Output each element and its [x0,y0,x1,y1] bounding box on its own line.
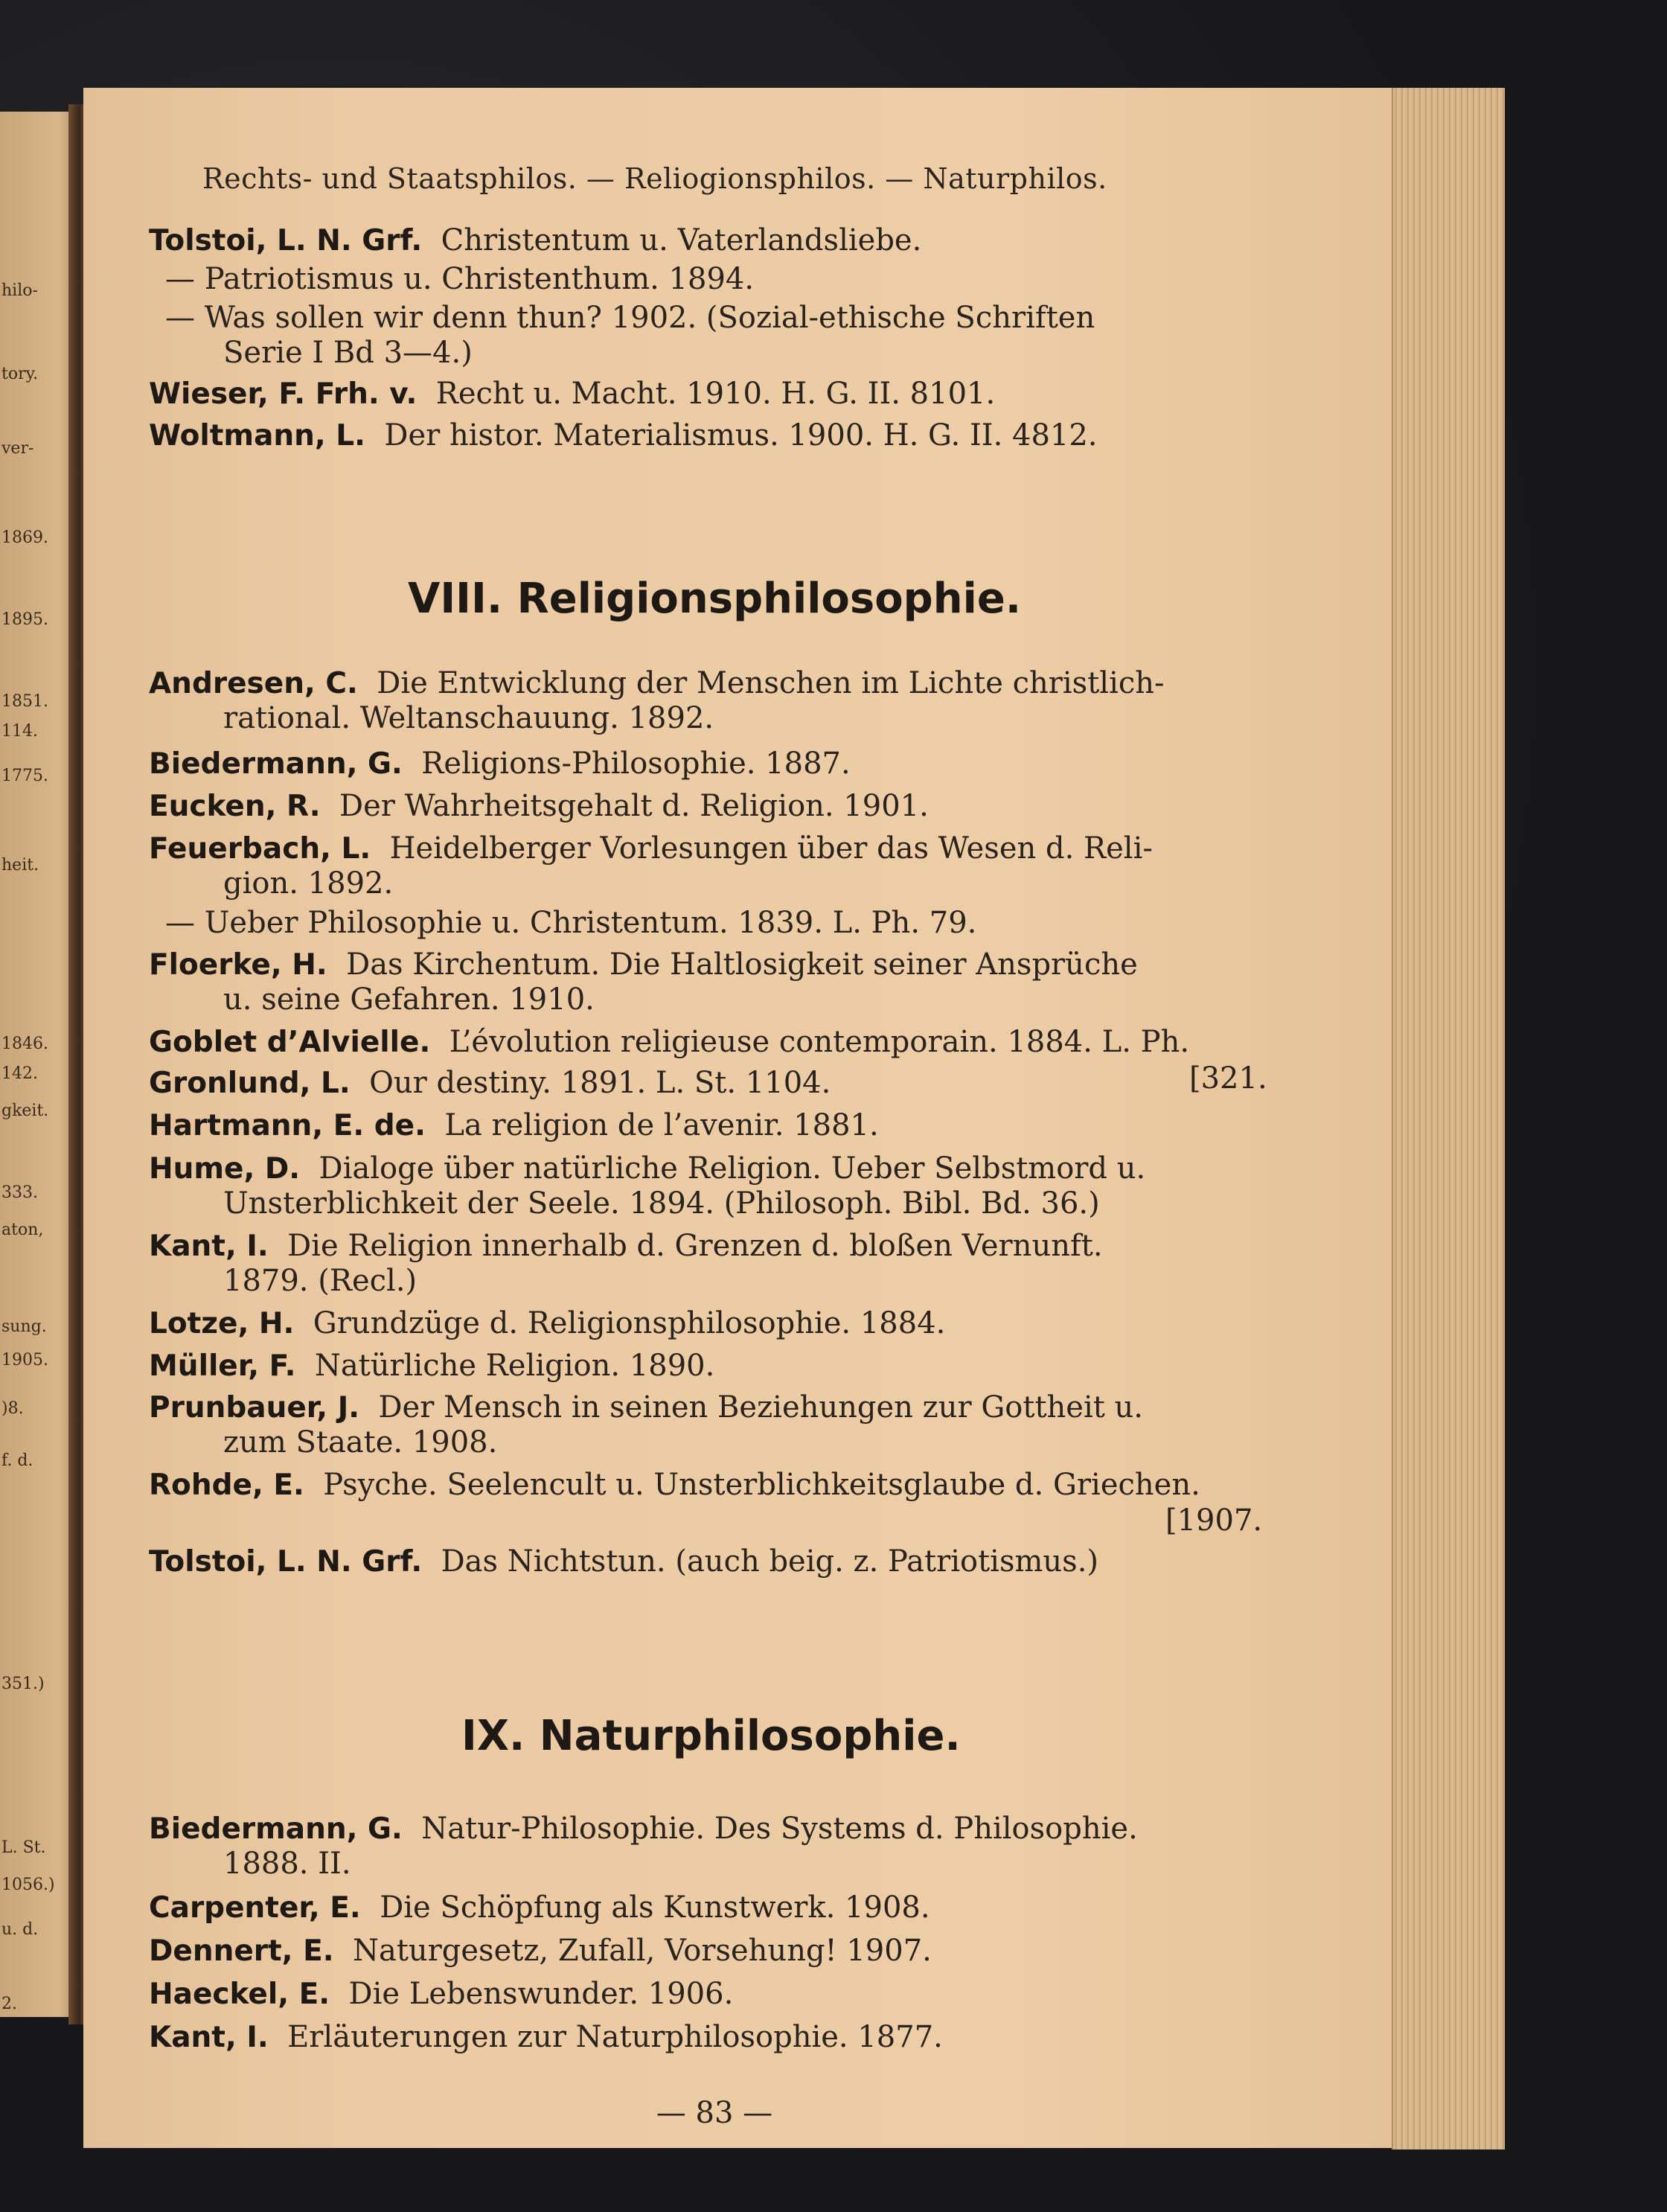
bibliography-entry [149,906,1265,941]
facing-page-fragment: 1905. [1,1351,48,1369]
entry-text: Heidelberger Vorlesungen über das Wesen d. Reli- [389,831,1153,866]
entry-continuation: rational. Weltanschauung. 1892. [223,701,714,735]
entry-author: Feuerbach, L. [149,832,371,866]
bibliography-entry [149,1349,1265,1384]
entry-text: Das Nichtstun. (auch beig. z. Patriotismus.) [441,1544,1099,1579]
ditto-dash: — [165,262,195,296]
entry-text: Ueber Philosophie u. Christentum. 1839. L. Ph. 79. [204,906,977,940]
bibliography-entry [149,666,1265,736]
bibliography-entry [149,377,1265,412]
bibliography-entry [149,1025,1265,1060]
continuation-bracket: [321. [1189,1061,1267,1096]
bibliography-entry [149,262,1265,297]
entry-text: Erläuterungen zur Naturphilosophie. 1877. [287,2020,943,2054]
entry-text: Das Kirchentum. Die Haltlosigkeit seiner Ansprüche [346,947,1138,982]
entry-text: Our destiny. 1891. L. St. 1104. [369,1066,831,1100]
bibliography-entry [149,1229,1265,1299]
entry-text: Grundzüge d. Religionsphilosophie. 1884. [313,1306,946,1340]
entry-author: Kant, I. [149,2021,269,2054]
entry-continuation: u. seine Gefahren. 1910. [223,982,595,1017]
facing-page-fragment: u. d. [1,1920,39,1939]
bibliography-entry [149,1390,1265,1460]
facing-page-fragment: sung. [1,1317,47,1336]
entry-text: Dialoge über natürliche Religion. Ueber Selbstmord u. [319,1151,1146,1186]
bibliography-entry [149,1934,1265,1969]
facing-page-fragment: )8. [1,1399,24,1418]
section-heading-viii: VIII. Religionsphilosophie. [408,575,1022,623]
entry-text: Die Schöpfung als Kunstwerk. 1908. [380,1890,930,1925]
facing-page-fragment: 1775. [1,767,48,785]
entry-continuation: gion. 1892. [223,866,394,901]
bibliography-entry [149,789,1265,824]
bibliography-entry [149,1306,1265,1341]
ditto-dash: — [165,906,195,940]
entry-author: Wieser, F. Frh. v. [149,377,417,411]
entry-author: Eucken, R. [149,790,321,823]
ditto-dash: — [165,301,195,335]
facing-page-fragment: 333. [1,1183,38,1202]
entry-author: Hume, D. [149,1152,301,1186]
facing-page-fragment: tory. [1,365,39,383]
bibliography-entry [149,831,1265,901]
entry-text: Der Wahrheitsgehalt d. Religion. 1901. [339,789,929,823]
entry-author: Prunbauer, J. [149,1391,360,1425]
facing-page-fragment: 1851. [1,692,48,711]
bibliography-entry [149,1151,1265,1221]
entry-text: Religions-Philosophie. 1887. [421,747,851,781]
facing-page-fragment: ver- [1,439,34,458]
section-heading-ix: IX. Naturphilosophie. [461,1712,961,1760]
entry-text: Der histor. Materialismus. 1900. H. G. II. 4812. [384,418,1098,453]
entry-author: Müller, F. [149,1349,296,1383]
entry-author: Hartmann, E. de. [149,1109,426,1142]
running-head: Rechts- und Staatsphilos. — Reliogionsphilos. — Naturphilos. [202,162,1107,195]
page-block-edge [1392,88,1505,2149]
facing-page-fragment: aton, [1,1221,44,1239]
entry-author: Andresen, C. [149,667,358,700]
facing-page-fragment: L. St. [1,1838,46,1857]
entry-text: Patriotismus u. Christenthum. 1894. [204,262,755,296]
bibliography-entry [149,1890,1265,1925]
bibliography-entry [149,418,1265,453]
entry-author: Biedermann, G. [149,747,403,781]
facing-page-fragment: 1869. [1,528,48,547]
entry-text: Naturgesetz, Zufall, Vorsehung! 1907. [352,1934,932,1968]
bibliography-entry [149,1812,1265,1882]
entry-text: Der Mensch in seinen Beziehungen zur Gottheit u. [378,1390,1144,1425]
bibliography-entry [149,1468,1265,1538]
entry-author: Rohde, E. [149,1468,304,1502]
entry-text: La religion de l’avenir. 1881. [444,1108,879,1142]
entry-text: Die Religion innerhalb d. Grenzen d. bloßen Vernunft. [287,1229,1103,1263]
facing-page-fragment: hilo- [1,281,38,300]
entry-author: Floerke, H. [149,948,327,982]
entry-continuation: 1888. II. [223,1847,351,1881]
facing-page-fragment: 351.) [1,1675,45,1693]
bibliography-entry [149,2020,1265,2055]
entry-text: Christentum u. Vaterlandsliebe. [441,223,922,258]
entry-text: Natur-Philosophie. Des Systems d. Philosophie. [421,1812,1138,1846]
entry-author: Tolstoi, L. N. Grf. [149,224,423,258]
entry-continuation: Unsterblichkeit der Seele. 1894. (Philosoph. Bibl. Bd. 36.) [223,1186,1100,1221]
facing-page-fragment: 142. [1,1064,38,1083]
bibliography-entry [149,223,1265,258]
facing-page-fragment: 114. [1,722,38,741]
bibliography-entry [149,1977,1265,2012]
entry-author: Woltmann, L. [149,419,365,453]
entry-author: Haeckel, E. [149,1978,330,2011]
bibliography-entry [149,301,1265,371]
entry-continuation: Serie I Bd 3—4.) [223,336,473,370]
entry-text: Die Lebenswunder. 1906. [348,1977,734,2011]
entry-text: Psyche. Seelencult u. Unsterblichkeitsglaube d. Griechen. [323,1468,1200,1502]
facing-page-fragment: 1056.) [1,1876,55,1894]
facing-page-fragment: 2. [1,1995,17,2013]
facing-page-fragment: heit. [1,856,39,875]
bibliography-entry [149,1108,1265,1143]
entry-author: Lotze, H. [149,1307,295,1340]
entry-author: Gronlund, L. [149,1067,351,1100]
entry-continuation: zum Staate. 1908. [223,1425,498,1460]
entry-author: Biedermann, G. [149,1812,403,1846]
page-number: — 83 — [656,2096,773,2130]
facing-page-fragment: f. d. [1,1451,33,1470]
continuation-bracket: [1907. [1165,1503,1263,1538]
entry-text: L’évolution religieuse contemporain. 1884. L. Ph. [449,1025,1190,1059]
bibliography-entry [149,747,1265,781]
bibliography-entry [149,947,1265,1017]
entry-author: Goblet d’Alvielle. [149,1026,431,1059]
entry-text: Natürliche Religion. 1890. [314,1349,715,1383]
facing-page-fragment: 1895. [1,610,48,629]
entry-text: Recht u. Macht. 1910. H. G. II. 8101. [435,377,996,411]
entry-author: Kant, I. [149,1230,269,1263]
bibliography-entry [149,1544,1265,1579]
bibliography-entry [149,1061,1267,1101]
entry-text: Die Entwicklung der Menschen im Lichte christlich- [377,666,1165,700]
facing-page-fragment: gkeit. [1,1102,49,1120]
entry-author: Dennert, E. [149,1934,334,1968]
entry-author: Tolstoi, L. N. Grf. [149,1545,423,1579]
entry-text: Was sollen wir denn thun? 1902. (Sozial-ethische Schriften [204,301,1095,335]
facing-page-fragment: 1846. [1,1035,48,1053]
entry-author: Carpenter, E. [149,1891,361,1925]
entry-continuation: 1879. (Recl.) [223,1264,417,1298]
